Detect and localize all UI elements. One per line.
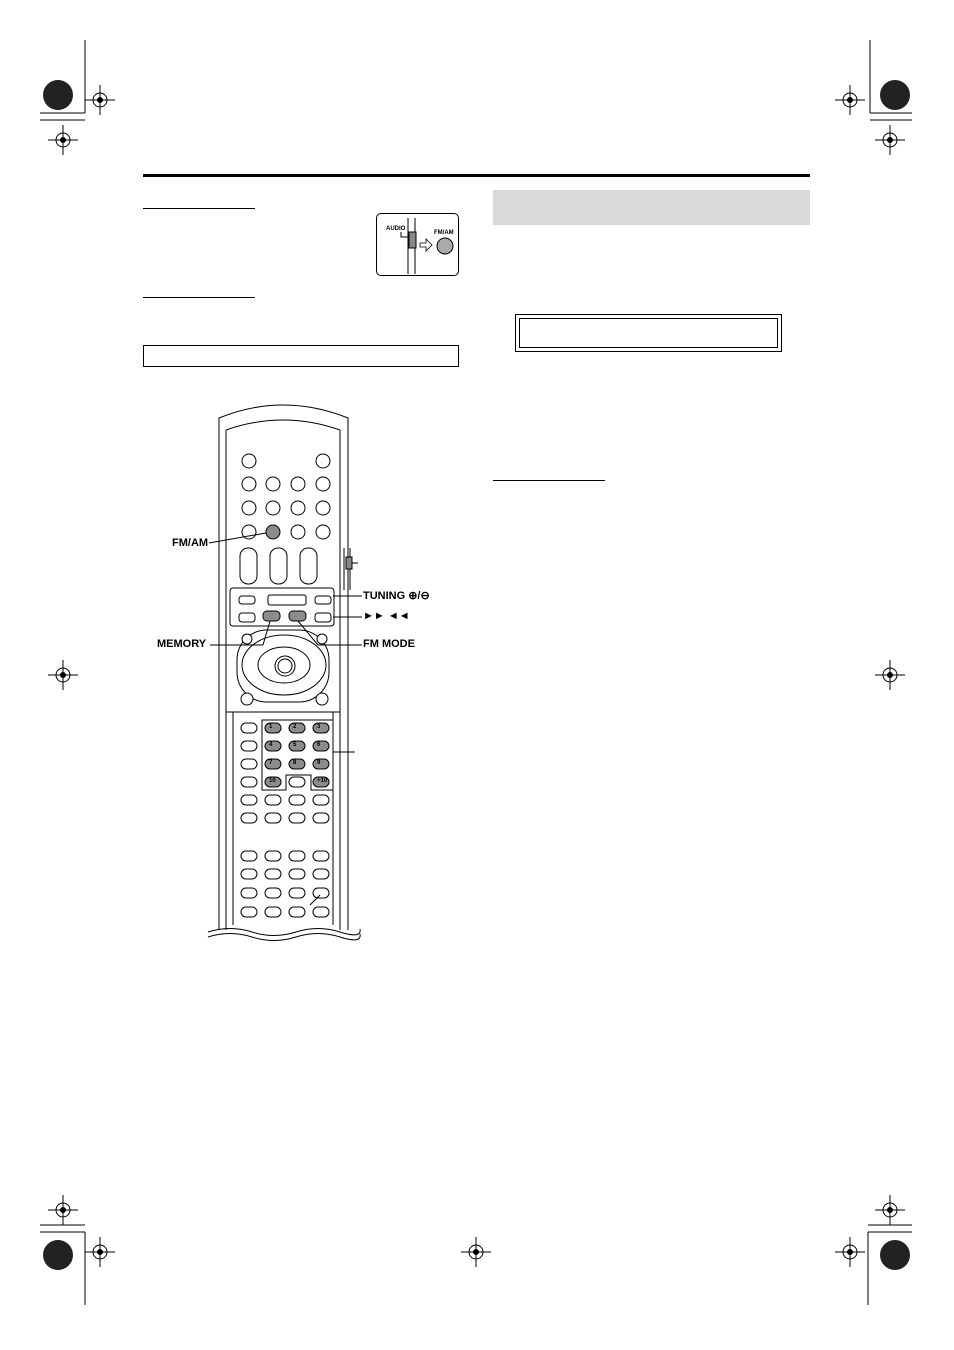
number-key-label: 10 bbox=[269, 778, 276, 784]
remote-oval-button bbox=[241, 741, 257, 751]
remote-oval-button bbox=[241, 907, 257, 917]
remote-oval-button bbox=[289, 759, 305, 769]
remote-oval-button bbox=[289, 777, 305, 787]
remote-round-button bbox=[266, 477, 280, 491]
remote-oval-button bbox=[289, 907, 305, 917]
remote-round-button bbox=[316, 477, 330, 491]
audio-label: AUDIO bbox=[386, 226, 406, 232]
remote-oval-button bbox=[241, 813, 257, 823]
number-key-label: 5 bbox=[293, 742, 297, 748]
remote-oval-button bbox=[265, 723, 281, 733]
remote-oval-button bbox=[313, 795, 329, 805]
remote-round-button bbox=[316, 454, 330, 468]
remote-oval-button bbox=[265, 813, 281, 823]
number-key-label: 4 bbox=[269, 742, 273, 748]
remote-oval-button bbox=[265, 851, 281, 861]
remote-round-button bbox=[266, 501, 280, 515]
remote-oval-button bbox=[289, 741, 305, 751]
number-key-label: 2 bbox=[293, 724, 297, 730]
remote-round-button bbox=[291, 477, 305, 491]
remote-oval-button bbox=[289, 869, 305, 879]
remote-oval-button bbox=[241, 888, 257, 898]
fm-mode-callout: FM MODE bbox=[363, 638, 415, 650]
remote-oval-button bbox=[289, 888, 305, 898]
fmam-callout: FM/AM bbox=[172, 537, 209, 549]
remote-oval-button bbox=[265, 741, 281, 751]
remote-round-button bbox=[316, 501, 330, 515]
remote-round-button bbox=[291, 525, 305, 539]
remote-oval-button bbox=[289, 723, 305, 733]
number-key-label: +10 bbox=[317, 778, 328, 784]
remote-oval-button bbox=[241, 777, 257, 787]
remote-oval-button bbox=[241, 851, 257, 861]
remote-round-button bbox=[242, 501, 256, 515]
remote-oval-button bbox=[265, 869, 281, 879]
remote-round-button bbox=[242, 477, 256, 491]
remote-round-button bbox=[316, 525, 330, 539]
remote-oval-button bbox=[289, 851, 305, 861]
remote-oval-button bbox=[265, 907, 281, 917]
remote-oval-button bbox=[313, 723, 329, 733]
remote-oval-button bbox=[289, 813, 305, 823]
remote-oval-button bbox=[313, 869, 329, 879]
tuning-callout: TUNING ⊕/⊖ bbox=[363, 590, 430, 602]
remote-oval-button bbox=[289, 795, 305, 805]
remote-oval-button bbox=[265, 795, 281, 805]
fm-mode-button bbox=[289, 611, 306, 621]
memory-callout: MEMORY bbox=[157, 638, 207, 650]
fmam-inset-label: FM/AM bbox=[434, 230, 454, 236]
remote-oval-button bbox=[241, 723, 257, 733]
remote-oval-button bbox=[265, 888, 281, 898]
remote-oval-button bbox=[313, 907, 329, 917]
fmam-button bbox=[266, 525, 280, 539]
number-key-label: 9 bbox=[317, 760, 321, 766]
remote-oval-button bbox=[265, 759, 281, 769]
remote-oval-button bbox=[313, 759, 329, 769]
remote-oval-button bbox=[313, 851, 329, 861]
remote-oval-button bbox=[241, 869, 257, 879]
skip-callout: ►► ◄◄ bbox=[363, 610, 410, 622]
remote-oval-button bbox=[241, 759, 257, 769]
number-key-label: 3 bbox=[317, 724, 321, 730]
number-key-label: 1 bbox=[269, 724, 273, 730]
remote-oval-button bbox=[313, 813, 329, 823]
remote-oval-button bbox=[313, 741, 329, 751]
number-key-label: 8 bbox=[293, 760, 297, 766]
remote-round-button bbox=[291, 501, 305, 515]
remote-round-button bbox=[242, 454, 256, 468]
number-key-label: 7 bbox=[269, 760, 273, 766]
remote-oval-button bbox=[241, 795, 257, 805]
remote-oval-button bbox=[313, 888, 329, 898]
memory-button bbox=[263, 611, 280, 621]
number-key-label: 6 bbox=[317, 742, 321, 748]
